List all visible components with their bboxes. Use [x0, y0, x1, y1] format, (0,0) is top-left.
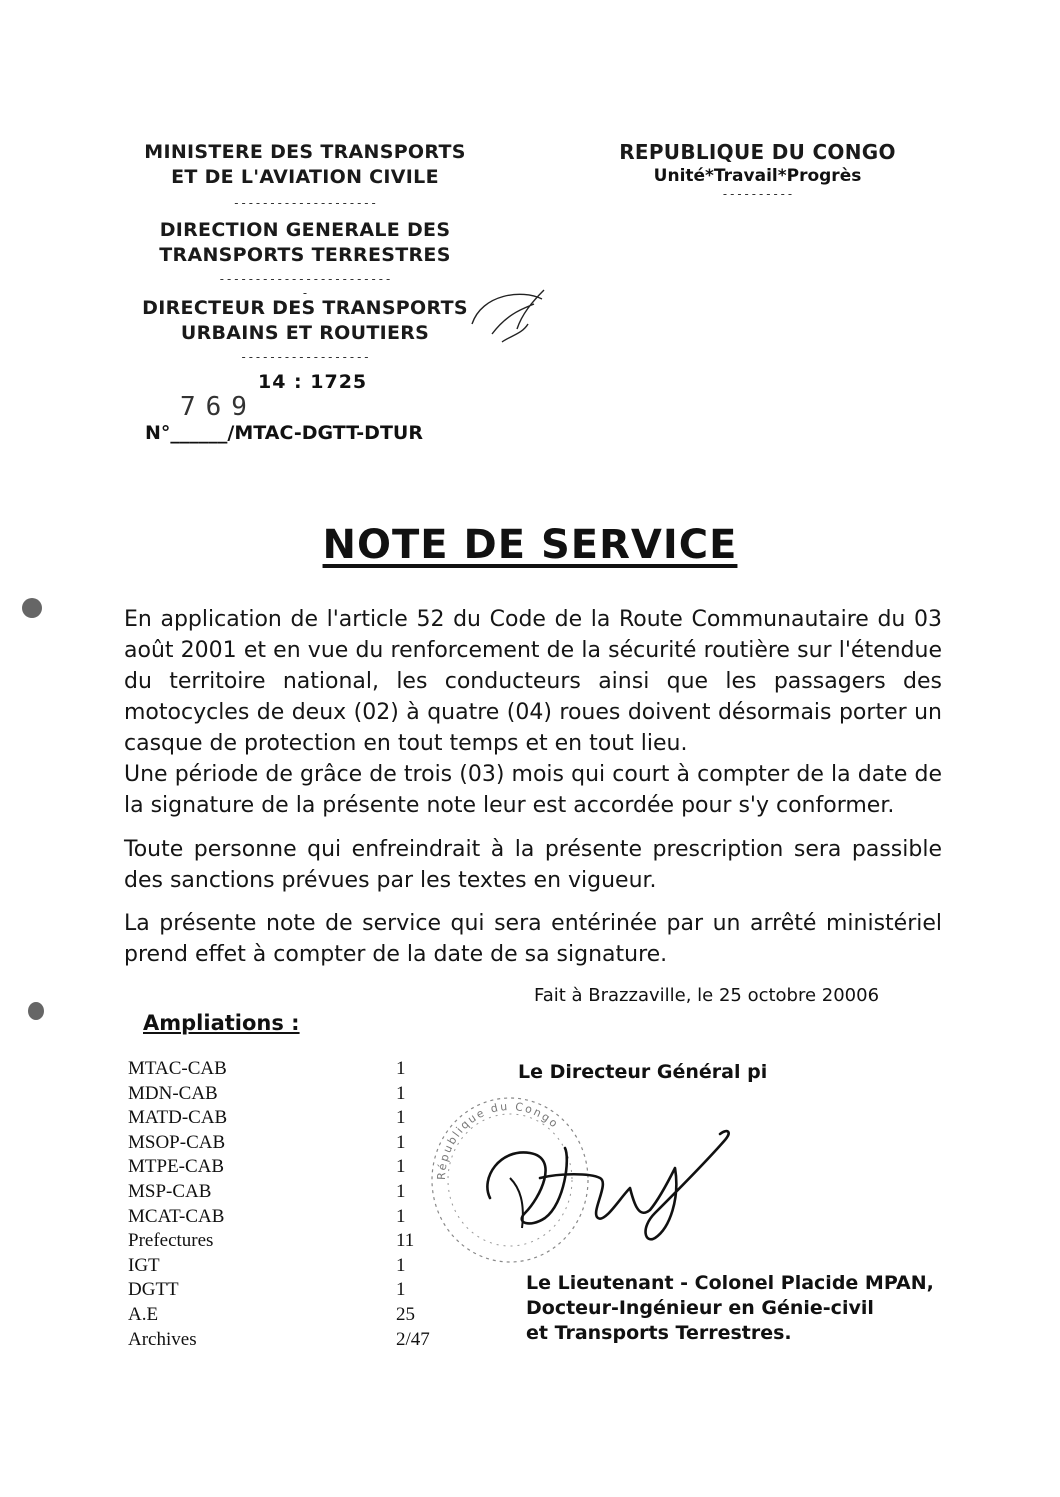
distribution-qty: 1: [396, 1058, 406, 1079]
director-name: [130, 296, 480, 346]
list-item: [128, 1180, 456, 1205]
list-item: [128, 1303, 456, 1328]
paragraph-4: La présente note de service qui sera entérinée par un arrêté ministériel prend effet à compter de la date de sa signature.: [124, 911, 942, 967]
distribution-qty: 1: [396, 1180, 406, 1202]
paragraph-3: Toute personne qui enfreindrait à la présente prescription sera passible des sanctions prévues par les textes en vigueur.: [124, 837, 942, 893]
direction-line-1: DIRECTION GENERALE DES: [159, 219, 451, 241]
paragraph-2: Une période de grâce de trois (03) mois qui court à compter de la date de la signature de la présente note leur est accordée pour s'y conformer.: [124, 762, 942, 818]
distribution-name: MSOP-CAB: [128, 1131, 226, 1153]
reference-number: N°______/MTAC-DGTT-DTUR: [145, 422, 423, 444]
list-item: [128, 1082, 456, 1107]
country-separator: ----------: [721, 187, 794, 201]
distribution-name: Prefectures: [128, 1230, 214, 1252]
distribution-qty: 1: [396, 1156, 406, 1178]
list-item: [128, 1106, 456, 1131]
handwritten-number: 769: [180, 392, 257, 422]
scan-hole-mark-2: [28, 1002, 44, 1020]
list-item: [128, 1278, 456, 1303]
distribution-name: MSP-CAB: [128, 1180, 212, 1202]
country-name: REPUBLIQUE DU CONGO: [619, 140, 896, 164]
distribution-qty: 11: [396, 1230, 415, 1252]
distribution-qty: 1: [396, 1082, 406, 1104]
direction-line-2: TRANSPORTS TERRESTRES: [159, 244, 451, 266]
distribution-name: MATD-CAB: [128, 1107, 228, 1129]
initials-scribble: [462, 284, 552, 350]
distribution-qty: 1: [396, 1131, 406, 1153]
signatory-details: [526, 1271, 934, 1346]
direction-name: [130, 218, 480, 268]
ministry-line-2: ET DE L'AVIATION CIVILE: [171, 166, 439, 188]
distribution-name: MTPE-CAB: [128, 1156, 225, 1178]
country-motto: Unité*Travail*Progrès: [653, 166, 862, 186]
separator-1: --------------------: [232, 196, 378, 210]
distribution-qty: 25: [396, 1303, 415, 1325]
signature: [470, 1118, 740, 1248]
list-item: [128, 1155, 456, 1180]
director-line-1: DIRECTEUR DES TRANSPORTS: [142, 297, 468, 319]
distribution-name: DGTT: [128, 1279, 179, 1301]
list-item: [128, 1057, 456, 1082]
separator-3: ------------------: [239, 350, 371, 364]
ministry-line-1: MINISTERE DES TRANSPORTS: [144, 141, 466, 163]
distribution-name: MDN-CAB: [128, 1082, 218, 1104]
separator-2: -------------------------: [218, 272, 392, 300]
signatory-role: Le Directeur Général pi: [518, 1061, 768, 1083]
distribution-name: MTAC-CAB: [128, 1058, 227, 1079]
list-item: [128, 1205, 456, 1230]
ministry-name: [130, 140, 480, 190]
list-item: [128, 1229, 456, 1254]
ampliations-title: Ampliations :: [143, 1011, 300, 1035]
list-item: [128, 1131, 456, 1156]
ampliations-list: [128, 1057, 456, 1352]
signatory-title-line-1: Docteur-Ingénieur en Génie-civil: [526, 1297, 874, 1319]
date-line: Fait à Brazzaville, le 25 octobre 20006: [534, 985, 880, 1006]
distribution-qty: 2/47: [396, 1328, 430, 1350]
distribution-name: MCAT-CAB: [128, 1205, 225, 1227]
distribution-qty: 1: [396, 1254, 406, 1276]
list-item: [128, 1328, 456, 1353]
distribution-qty: 1: [396, 1107, 406, 1129]
scan-hole-mark-1: [22, 598, 42, 618]
signatory-title-line-2: et Transports Terrestres.: [526, 1322, 792, 1344]
signatory-name: Le Lieutenant - Colonel Placide MPAN,: [526, 1272, 934, 1294]
document-title: NOTE DE SERVICE: [322, 522, 738, 568]
distribution-name: A.E: [128, 1303, 159, 1325]
country-header: [610, 140, 905, 201]
distribution-qty: 1: [396, 1205, 406, 1227]
registration-code: 14 : 1725: [258, 371, 368, 393]
distribution-name: IGT: [128, 1254, 160, 1276]
paragraph-1: En application de l'article 52 du Code de la Route Communautaire du 03 août 2001 et en vue du renforcement de la sécurité routière sur l'étendue du territoire national, les conducteurs ainsi que les passagers des motocycles de deux (02) à quatre (04) roues doivent désormais porter un casque de protection en tout temps et en tout lieu.: [124, 607, 942, 756]
distribution-qty: 1: [396, 1279, 406, 1301]
list-item: [128, 1254, 456, 1279]
director-line-2: URBAINS ET ROUTIERS: [180, 322, 430, 344]
distribution-name: Archives: [128, 1328, 197, 1350]
svg-text:République du Congo: République du Congo: [434, 1099, 562, 1181]
